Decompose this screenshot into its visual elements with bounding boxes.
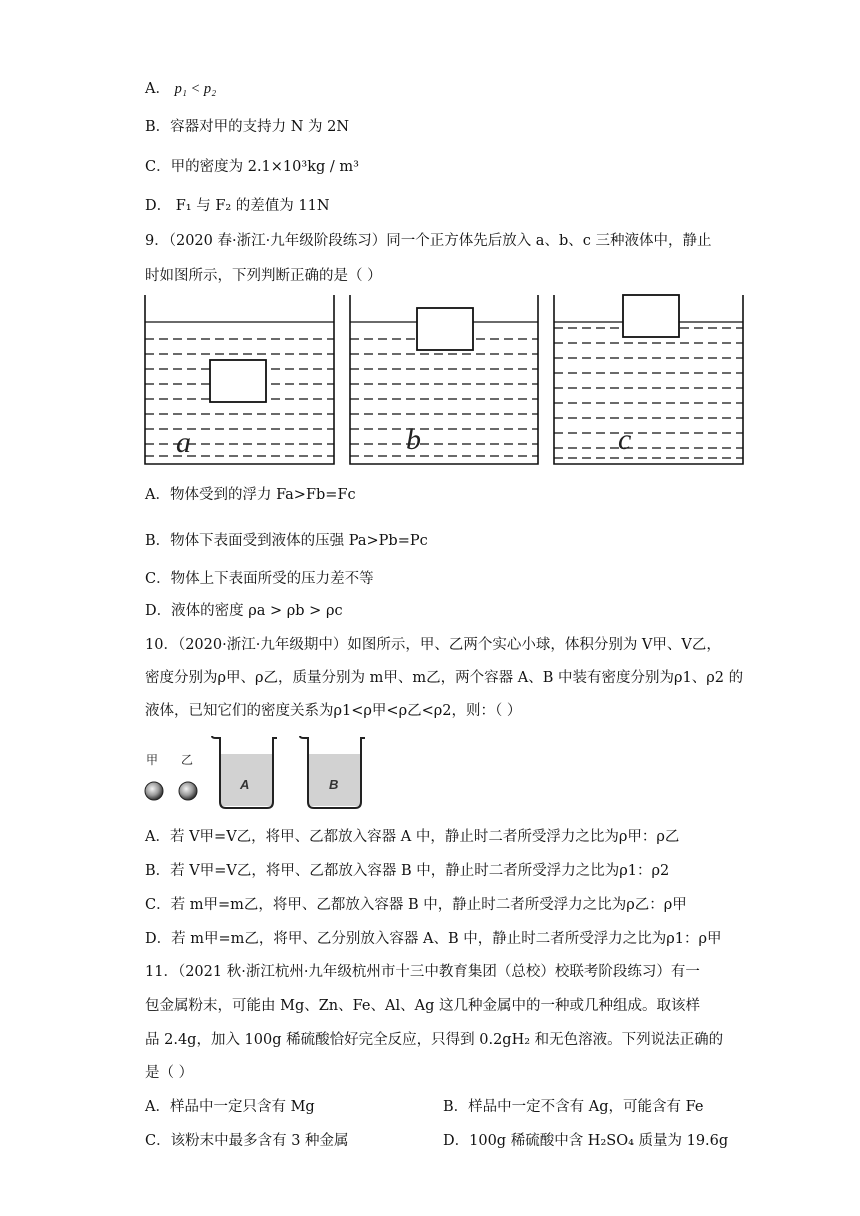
q8-option-b: B．容器对甲的支持力 N 为 2N xyxy=(145,119,350,135)
ball-jia xyxy=(145,782,163,800)
q10-stem-line1: 10．（2020·浙江·九年级期中）如图所示，甲、乙两个实心小球，体积分别为 V甲、V乙， xyxy=(145,637,721,653)
q10-stem-line3: 液体，已知它们的密度关系为ρ1<ρ甲<ρ乙<ρ2，则：（ ） xyxy=(145,703,522,719)
svg-text:B: B xyxy=(329,777,339,792)
q10-option-b: B．若 V甲=V乙，将甲、乙都放入容器 B 中，静止时二者所受浮力之比为ρ1：ρ2 xyxy=(145,863,670,879)
q11-stem-line1: 11．（2021 秋·浙江杭州·九年级杭州市十三中教育集团（总校）校联考阶段练习）有一 xyxy=(145,964,700,980)
q10-figure xyxy=(140,732,380,812)
q11-stem-line2: 包金属粉末，可能由 Mg、Zn、Fe、Al、Ag 这几种金属中的一种或几种组成。取该样 xyxy=(145,998,700,1014)
label-c: c xyxy=(618,423,632,456)
q8-option-c: C．甲的密度为 2.1×10³kg / m³ xyxy=(145,159,359,175)
svg-text:A: A xyxy=(240,777,250,792)
q9-stem-line1: 9．（2020 春·浙江·九年级阶段练习）同一个正方体先后放入 a、b、c 三种液体中，静止 xyxy=(145,233,712,249)
ball-yi xyxy=(179,782,197,800)
q11-option-c: C．该粉末中最多含有 3 种金属 xyxy=(145,1133,349,1149)
q9-option-c: C．物体上下表面所受的压力差不等 xyxy=(145,571,374,587)
q11-option-b: B．样品中一定不含有 Ag，可能含有 Fe xyxy=(443,1099,704,1115)
block-c xyxy=(623,295,679,337)
q10-option-c: C．若 m甲=m乙，将甲、乙都放入容器 B 中，静止时二者所受浮力之比为ρ乙：ρ甲 xyxy=(145,897,687,913)
q9-stem-line2: 时如图所示，下列判断正确的是（ ） xyxy=(145,268,382,284)
q10-stem-line2: 密度分别为ρ甲、ρ乙，质量分别为 m甲、m乙，两个容器 A、B 中装有密度分别为ρ1、ρ2 的 xyxy=(145,670,744,686)
q10-option-a: A．若 V甲=V乙，将甲、乙都放入容器 A 中，静止时二者所受浮力之比为ρ甲：ρ乙 xyxy=(145,829,680,845)
beaker-a xyxy=(212,736,277,808)
label-b: b xyxy=(406,423,421,456)
q11-stem-line4: 是（ ） xyxy=(145,1065,194,1081)
q11-option-d: D．100g 稀硫酸中含 H₂SO₄ 质量为 19.6g xyxy=(443,1133,729,1149)
q9-option-b: B．物体下表面受到液体的压强 Pa>Pb=Pc xyxy=(145,533,428,549)
q8-option-a-expr: p₁ < p₂ xyxy=(174,81,217,97)
block-b xyxy=(417,308,473,350)
beaker-b xyxy=(300,736,365,808)
q11-option-a: A．样品中一定只含有 Mg xyxy=(145,1099,315,1115)
q8-option-a: A． p₁ < p₂ xyxy=(145,81,217,97)
block-a xyxy=(210,360,266,402)
q11-stem-line3: 品 2.4g，加入 100g 稀硫酸恰好完全反应，只得到 0.2gH₂ 和无色溶液。下列说法正确的 xyxy=(145,1032,724,1048)
q9-option-a: A．物体受到的浮力 Fa>Fb=Fc xyxy=(145,487,356,503)
label-a: a xyxy=(176,426,191,459)
q10-option-d: D．若 m甲=m乙，将甲、乙分别放入容器 A、B 中，静止时二者所受浮力之比为ρ1：ρ甲 xyxy=(145,931,722,947)
q8-option-c-expr: 2.1×10³kg / m³ xyxy=(247,159,359,175)
ball-label-jia: 甲 xyxy=(146,753,159,767)
q9-figure xyxy=(140,292,750,470)
ball-label-yi: 乙 xyxy=(181,753,194,767)
q9-option-d: D．液体的密度 ρa > ρb > ρc xyxy=(145,603,343,619)
q8-option-d: D． F₁ 与 F₂ 的差值为 11N xyxy=(145,198,330,214)
